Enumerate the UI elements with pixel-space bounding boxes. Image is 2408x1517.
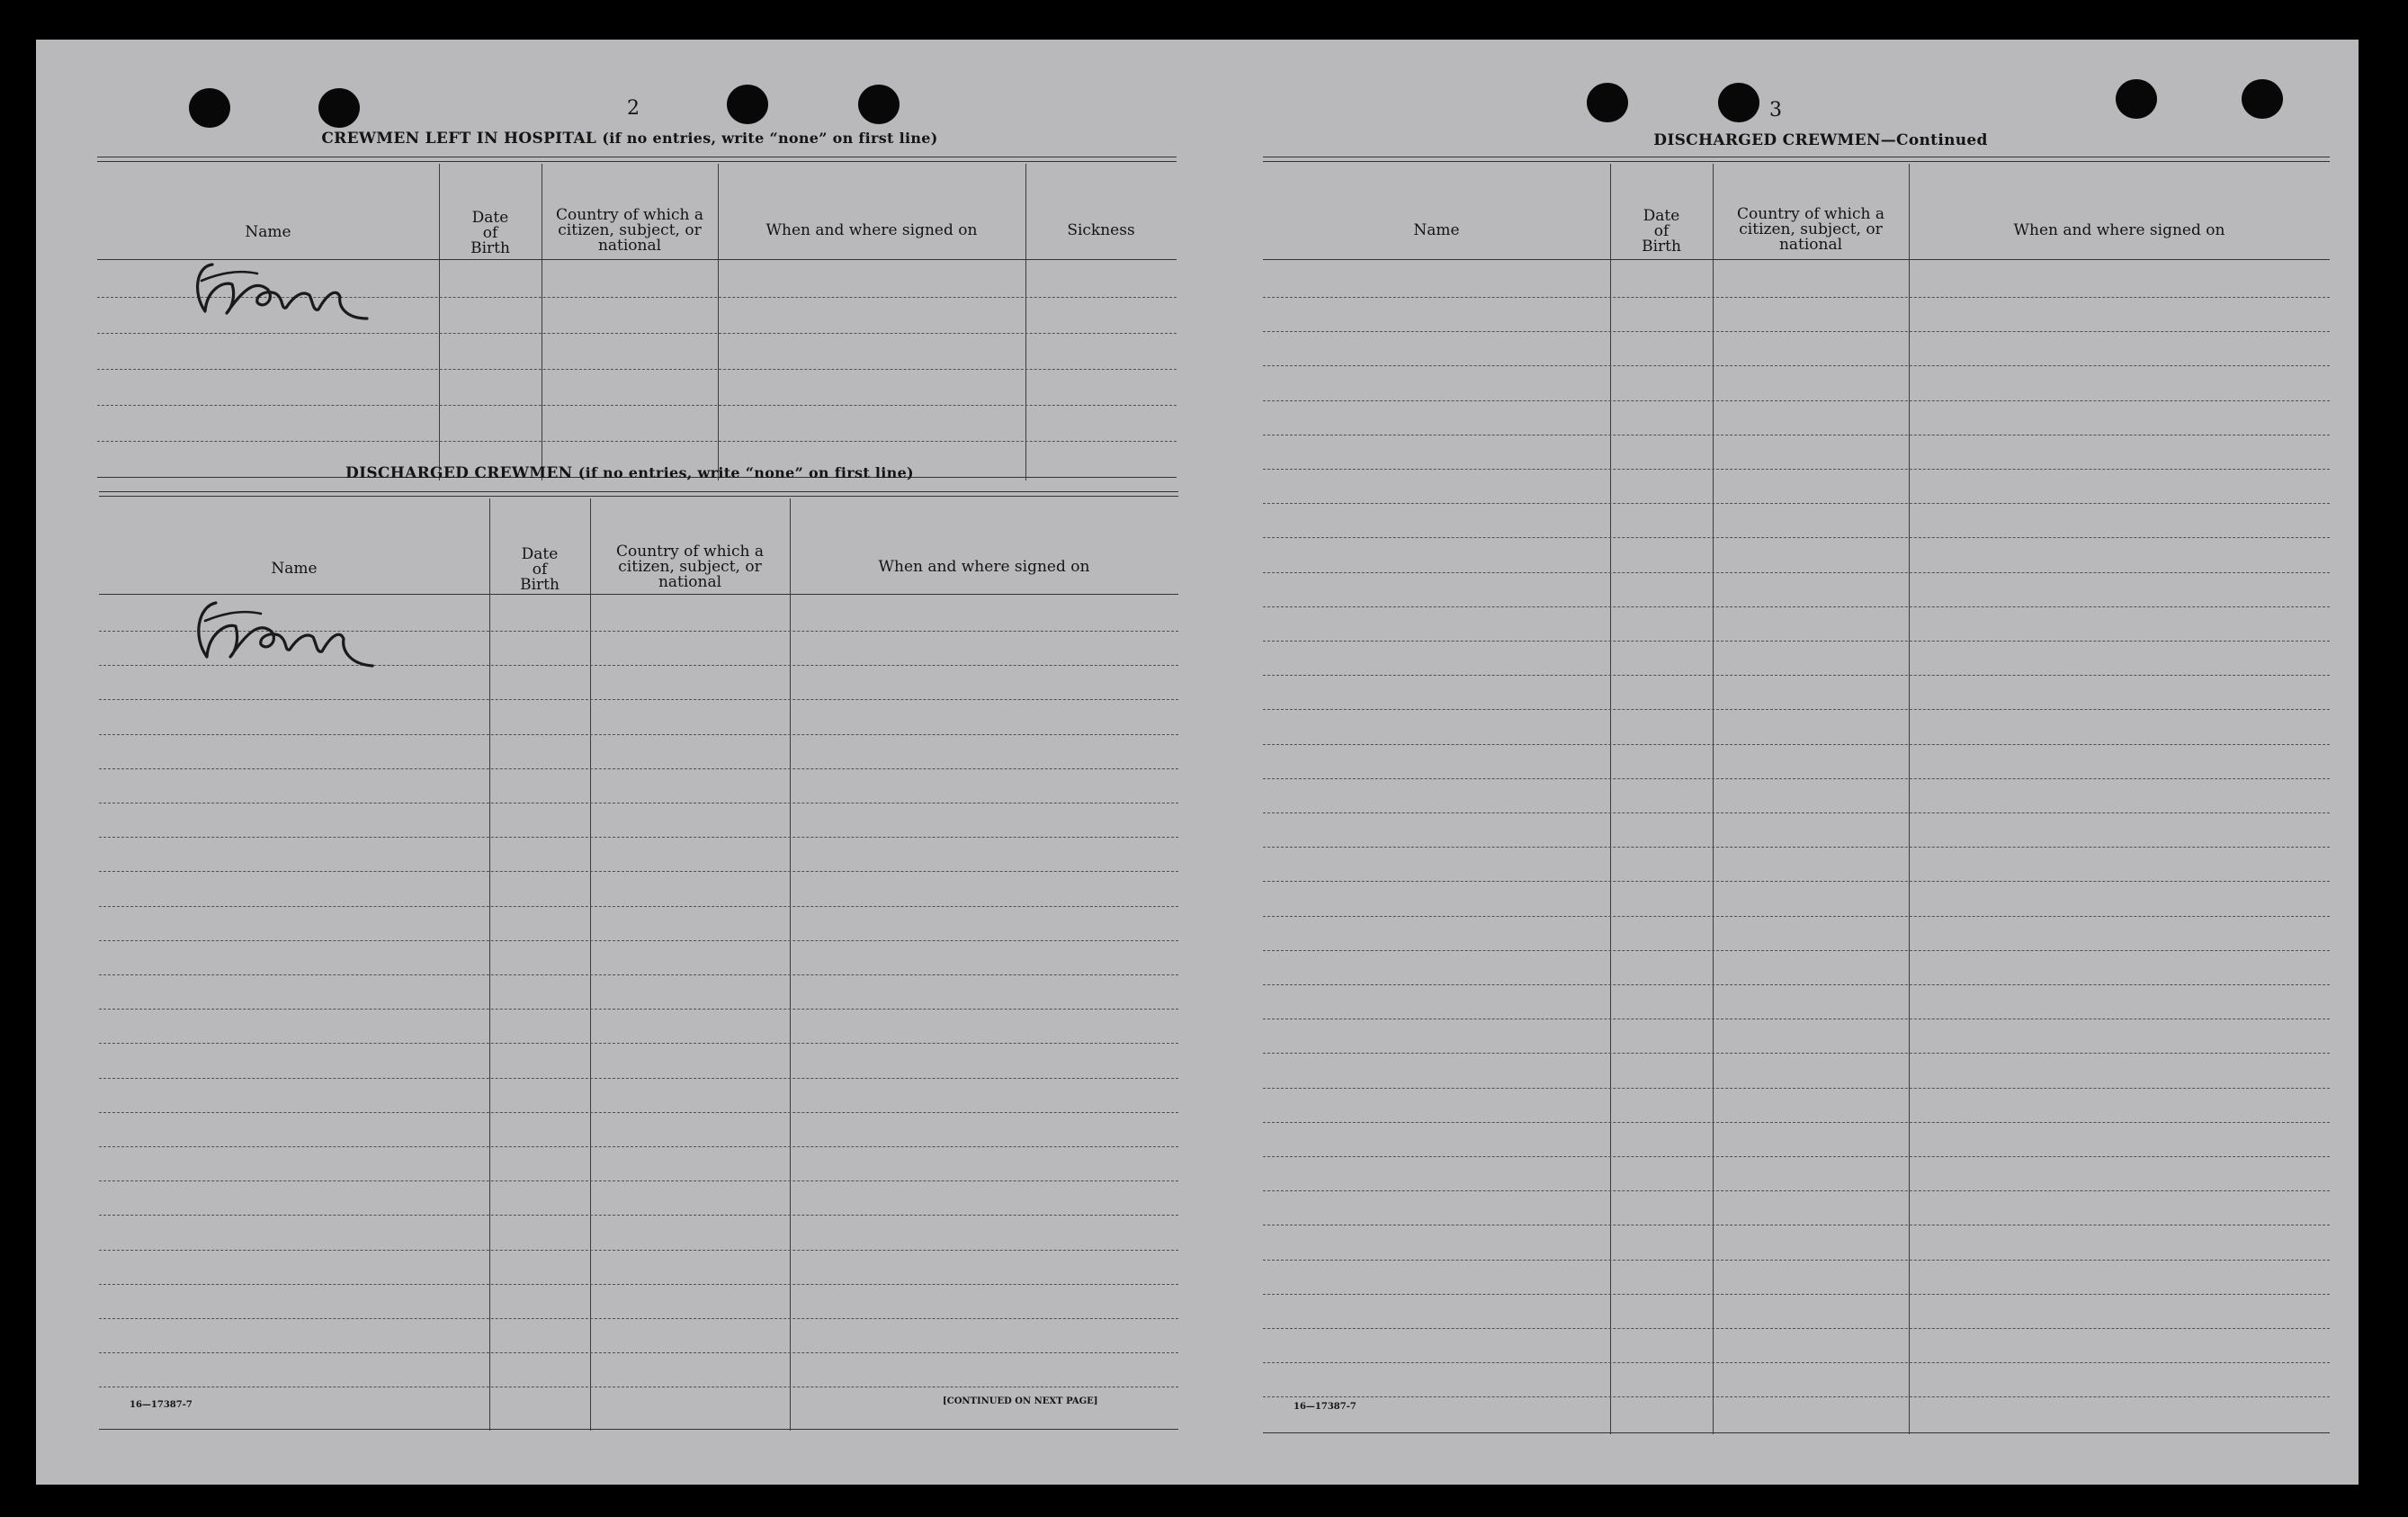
discharged-title-text: DISCHARGED CREWMEN [345,464,573,482]
ruled-line [99,699,1178,700]
ruled-line [99,906,1178,907]
ruled-line [1263,1053,2330,1054]
ruled-line [99,871,1178,872]
col-header-signed-on: When and where signed on [878,558,1090,576]
ruled-line [99,1009,1178,1010]
col-header-name: Name [245,223,291,241]
handwritten-none-entry [169,254,385,326]
ruled-line [1263,916,2330,917]
ruled-line [1263,1156,2330,1157]
col-header-name: Name [271,560,318,578]
ruled-line [99,1078,1178,1079]
ruled-line [1263,297,2330,298]
punch-hole [2116,79,2157,119]
punch-hole [1587,83,1628,122]
discharged-table-right [1263,157,2330,1434]
discharged-table-left [99,491,1178,1431]
hospital-title-text: CREWMEN LEFT IN HOSPITAL [321,130,597,148]
punch-hole [318,88,360,128]
ruled-line [99,1146,1178,1147]
ruled-line [1263,950,2330,951]
ruled-line [1263,744,2330,745]
ruled-line [1263,847,2330,848]
ruled-line [1263,572,2330,573]
ruled-line [99,1215,1178,1216]
ruled-line [1263,1294,2330,1295]
ruled-line [1263,675,2330,676]
ruled-line [1263,812,2330,813]
ruled-line [1263,709,2330,710]
discharged-section-title [270,464,989,482]
hospital-instruction: (if no entries, write “none” on first line) [602,130,938,147]
punch-hole [727,85,768,124]
ruled-line [1263,537,2330,538]
page-number: 3 [1769,99,1782,121]
ruled-line [99,734,1178,735]
form-number: 16—17387-7 [1294,1402,1356,1412]
ruled-line [1263,1328,2330,1329]
ruled-line [1263,331,2330,332]
ruled-line [99,940,1178,941]
ruled-line [99,837,1178,838]
punch-hole [189,88,230,128]
ruled-line [1263,778,2330,779]
col-header-signed-on: When and where signed on [765,221,978,239]
discharged-continued-title: DISCHARGED CREWMEN—Continued [1653,131,1988,149]
hospital-section-title [270,130,989,148]
table-bottom-rule [99,1429,1178,1430]
page-number: 2 [627,97,640,120]
ruled-line [99,768,1178,769]
ruled-line [1263,641,2330,642]
ruled-line [1263,1088,2330,1089]
col-header-name: Name [1413,221,1460,239]
ruled-line [1263,881,2330,882]
form-number: 16—17387-7 [130,1400,192,1410]
col-header-sickness: Sickness [1067,221,1135,239]
ruled-line [99,974,1178,975]
ruled-line [99,1043,1178,1044]
continued-note: [CONTINUED ON NEXT PAGE] [943,1396,1098,1406]
punch-hole [2242,79,2283,119]
punch-hole [1718,83,1759,122]
col-header-signed-on: When and where signed on [2013,221,2225,239]
col-header-dob: Date of Birth [1642,207,1681,256]
ruled-line [1263,469,2330,470]
discharged-instruction: (if no entries, write “none” on first line) [577,464,914,481]
ruled-line [1263,400,2330,401]
ruled-line [1263,1260,2330,1261]
ruled-line [99,1112,1178,1113]
ruled-line [99,1318,1178,1319]
col-header-dob: Date of Birth [520,545,559,594]
table-bottom-rule [1263,1432,2330,1433]
ruled-line [99,1352,1178,1353]
scanned-document [36,40,2359,1485]
ruled-line [1263,365,2330,366]
ruled-line [99,1180,1178,1181]
ruled-line [1263,503,2330,504]
col-header-country: Country of which a citizen, subject, or national [616,543,764,591]
punch-hole [858,85,900,124]
col-header-dob: Date of Birth [470,209,510,257]
col-header-country: Country of which a citizen, subject, or national [556,206,703,255]
ruled-line [99,1284,1178,1285]
hospital-table [97,157,1177,480]
col-header-country: Country of which a citizen, subject, or national [1737,205,1884,254]
ruled-line [99,1250,1178,1251]
ruled-line [1263,1362,2330,1363]
handwritten-none-entry [171,590,405,671]
ruled-line [1263,606,2330,607]
ruled-line [1263,1190,2330,1191]
ruled-line [1263,1122,2330,1123]
ruled-line [1263,1396,2330,1397]
ruled-line [1263,984,2330,985]
